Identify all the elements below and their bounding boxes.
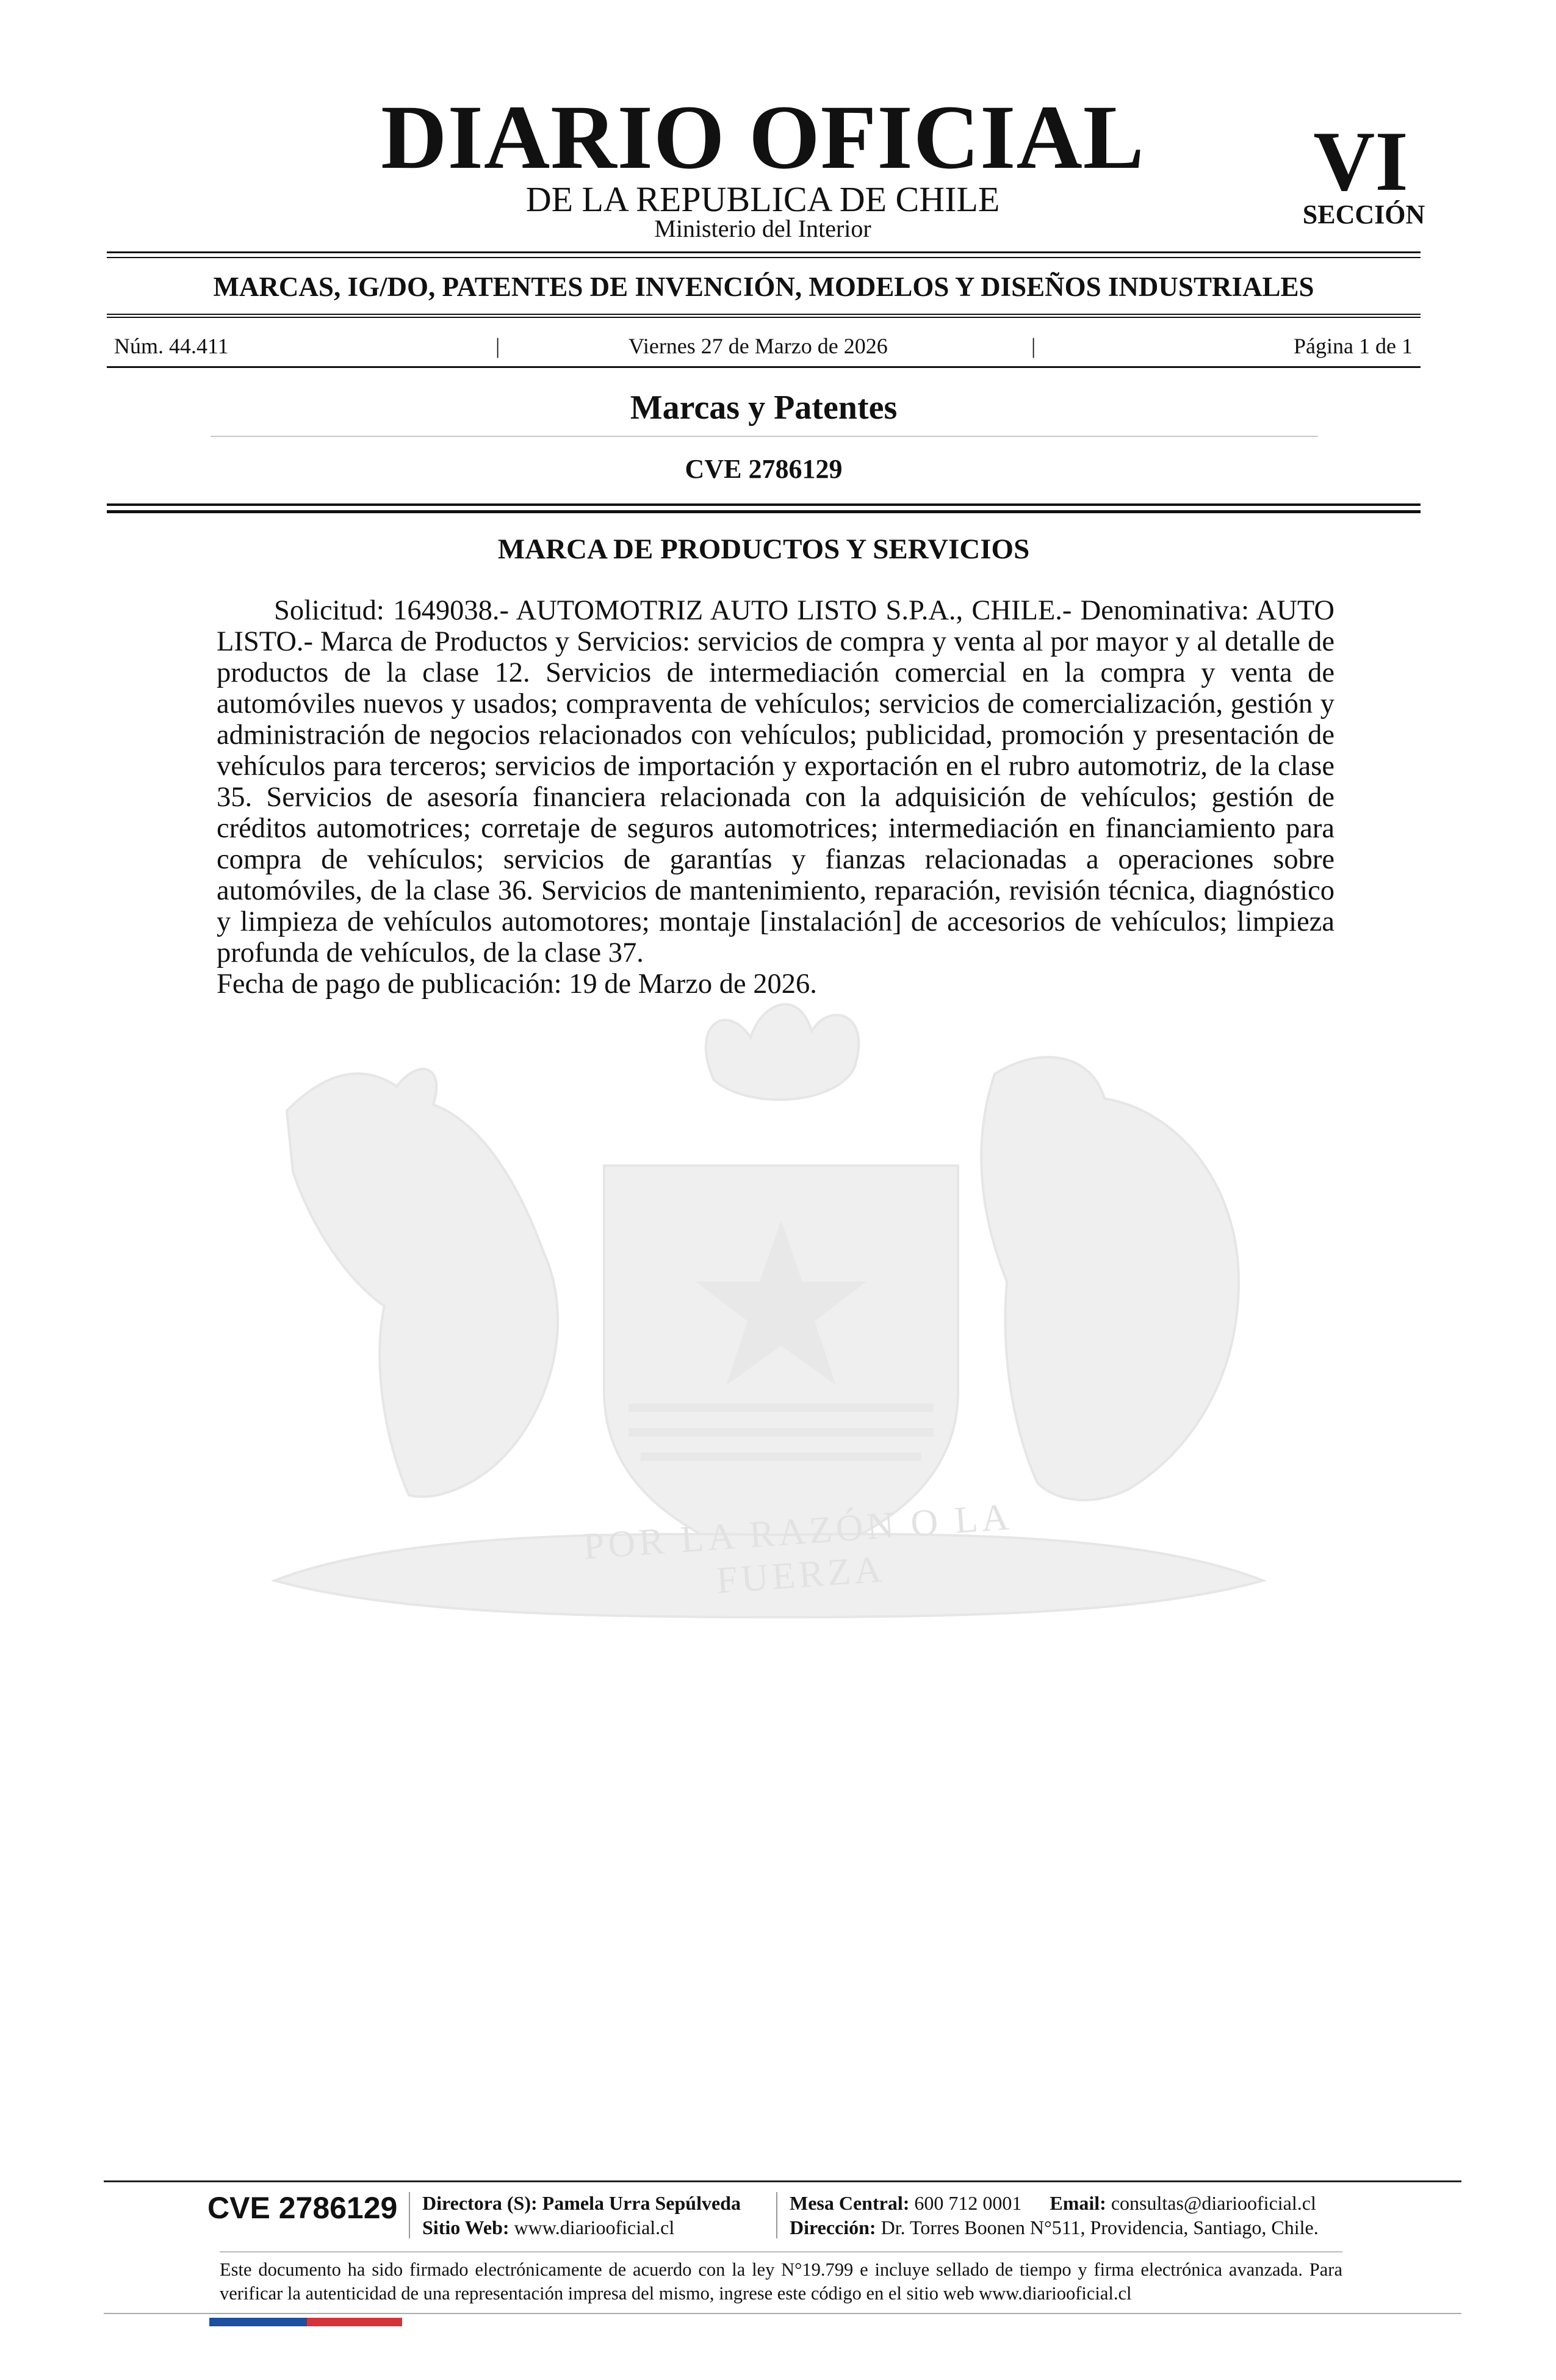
section-number: VI	[1313, 114, 1408, 209]
masthead-subtitle: DE LA REPUBLICA DE CHILE	[525, 179, 1000, 219]
section-label: SECCIÓN	[1302, 200, 1425, 229]
footer-bottom-rule	[104, 2313, 1461, 2314]
masthead-title: DIARIO OFICIAL	[381, 87, 1145, 188]
director-label: Directora (S):	[422, 2192, 538, 2214]
address-label: Dirección:	[790, 2216, 876, 2238]
issue-number: Núm. 44.411	[114, 334, 229, 358]
email-link[interactable]: consultas@diariooficial.cl	[1111, 2192, 1316, 2214]
category-title: Marcas y Patentes	[630, 389, 898, 427]
phone-number: 600 712 0001	[914, 2192, 1022, 2214]
category-divider	[211, 436, 1318, 437]
issue-page: Página 1 de 1	[1294, 334, 1413, 358]
legal-notice: Este documento ha sido firmado electrónicamente de acuerdo con la ley N°19.799 e incluye sellado de tiempo y firma electrónica avanzada. Para verificar la autenticidad de una representación impresa del mismo, ingrese este código en el sitio web www.diariooficial.cl	[220, 2259, 1342, 2304]
website-link[interactable]: www.diariooficial.cl	[514, 2216, 675, 2238]
email-label: Email:	[1050, 2192, 1106, 2214]
notice-type-heading: MARCA DE PRODUCTOS Y SERVICIOS	[497, 533, 1030, 565]
heading-rule-bottom	[107, 510, 1421, 513]
banner-rule-top	[107, 314, 1421, 315]
watermark-motto: POR LA RAZÓN O LA FUERZA	[582, 1496, 1014, 1602]
footer-contact	[790, 2191, 1316, 2215]
footer-inner-rule	[220, 2251, 1342, 2252]
issue-date: Viernes 27 de Marzo de 2026	[629, 334, 888, 358]
banner-rule-bottom	[107, 317, 1421, 318]
section-banner: MARCAS, IG/DO, PATENTES DE INVENCIÓN, MODELOS Y DISEÑOS INDUSTRIALES	[213, 272, 1314, 302]
info-rule	[107, 366, 1421, 368]
flag-stripe-blue	[209, 2318, 307, 2326]
footer-director	[422, 2191, 741, 2215]
footer-address	[790, 2215, 1319, 2240]
masthead-ministry: Ministerio del Interior	[654, 215, 871, 242]
payment-date: Fecha de pago de publicación: 19 de Marzo de 2026.	[217, 968, 817, 1000]
footer-cve-code: CVE 2786129	[207, 2191, 398, 2225]
footer-rule	[104, 2180, 1461, 2182]
cve-heading: CVE 2786129	[685, 454, 843, 484]
masthead-rule-bottom	[107, 257, 1421, 258]
footer-divider	[409, 2192, 410, 2238]
footer-divider	[776, 2192, 777, 2238]
notice-paragraph: Solicitud: 1649038.- AUTOMOTRIZ AUTO LISTO S.P.A., CHILE.- Denominativa: AUTO LISTO.- Marca de Productos y Servicios: servicios de compra y venta al por mayor y al detalle de productos de la clase 12. Servicios de intermediación comercial en la compra y venta de automóviles nuevos y usados; compraventa de vehículos; servicios de comercialización, gestión y administración de negocios relacionados con vehículos; publicidad, promoción y presentación de vehículos para terceros; servicios de importación y exportación en el rubro automotriz, de la clase 35. Servicios de asesoría financiera relacionada con la adquisición de vehículos; gestión de créditos automotrices; corretaje de seguros automotrices; intermediación en financiamiento para compra de vehículos; servicios de garantías y fianzas relacionadas a operaciones sobre automóviles, de la clase 36. Servicios de mantenimiento, reparación, revisión técnica, diagnóstico y limpieza de vehículos automotores; montaje [instalación] de accesorios de vehículos; limpieza profunda de vehículos, de la clase 37.	[217, 595, 1334, 968]
issue-separator: |	[1031, 334, 1036, 358]
flag-stripe-red	[307, 2318, 402, 2326]
director-name: Pamela Urra Sepúlveda	[542, 2192, 741, 2214]
phone-label: Mesa Central:	[790, 2192, 910, 2214]
notice-body	[217, 595, 1334, 1000]
masthead-rule-top	[107, 251, 1421, 253]
footer-website	[422, 2215, 674, 2240]
issue-separator: |	[495, 334, 500, 358]
website-label: Sitio Web:	[422, 2216, 510, 2238]
address-text: Dr. Torres Boonen N°511, Providencia, Santiago, Chile.	[881, 2216, 1319, 2238]
heading-rule-top	[107, 503, 1421, 506]
